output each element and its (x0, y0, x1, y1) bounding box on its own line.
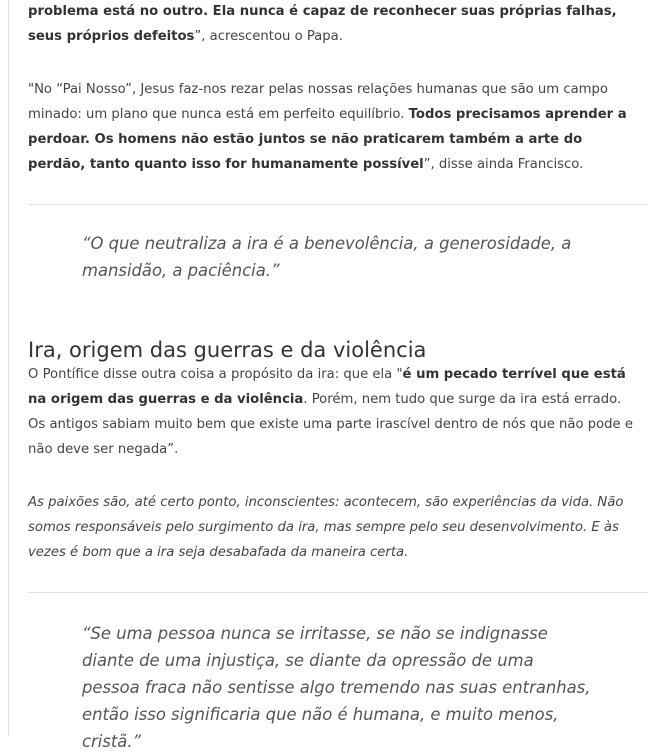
paragraph-2-tail: ”, disse ainda Francisco. (423, 157, 584, 172)
pull-quote-1: “O que neutraliza a ira é a benevolência, a generosidade, a mansidão, a paciência.” (82, 234, 572, 280)
paragraph-1 (28, 0, 638, 49)
paragraph-3 (28, 362, 638, 462)
paragraph-2 (28, 77, 638, 177)
paragraph-2-text: "No “Pai Nosso”, Jesus faz-nos rezar pelas nossas relações humanas que são um campo minado: um plano que nunca está em perfeito equilíbrio. (28, 82, 608, 122)
section-heading: Ira, origem das guerras e da violência (28, 338, 427, 362)
left-border-rule (8, 0, 9, 736)
divider-2 (28, 592, 648, 593)
paragraph-1-bold: problema está no outro. Ela nunca é capaz de reconhecer suas próprias falhas, seus próprios defeitos (28, 4, 617, 44)
paragraph-4-italic: As paixões são, até certo ponto, inconscientes: acontecem, são experiências da vida. Não somos responsáveis pelo surgimento da ira, mas sempre pelo seu desenvolvimento. E às vezes é bom que a ira seja desabafada da maneira certa. (28, 495, 624, 560)
pull-quote-2: “Se uma pessoa nunca se irritasse, se não se indignasse diante de uma injustiça, se diante da opressão de uma pessoa fraca não sentisse algo tremendo nas suas entranhas, então isso significaria que não é humana, e muito menos, cristã.” (82, 624, 591, 751)
paragraph-2-bold: Todos precisamos aprender a perdoar. Os homens não estão juntos se não praticarem também a arte do perdão, tanto quanto isso for humanamente possível (28, 107, 627, 172)
paragraph-1-tail: ”, acrescentou o Papa. (194, 29, 343, 44)
paragraph-3-bold: é um pecado terrível que está na origem das guerras e da violência (28, 367, 626, 407)
divider-1 (28, 204, 648, 205)
paragraph-3-text: O Pontífice disse outra coisa a propósito da ira: que ela " (28, 367, 403, 382)
paragraph-3-tail: . Porém, nem tudo que surge da ira está errado. Os antigos sabiam muito bem que existe uma parte irascível dentro de nós que não pode e não deve ser negada”. (28, 392, 633, 457)
